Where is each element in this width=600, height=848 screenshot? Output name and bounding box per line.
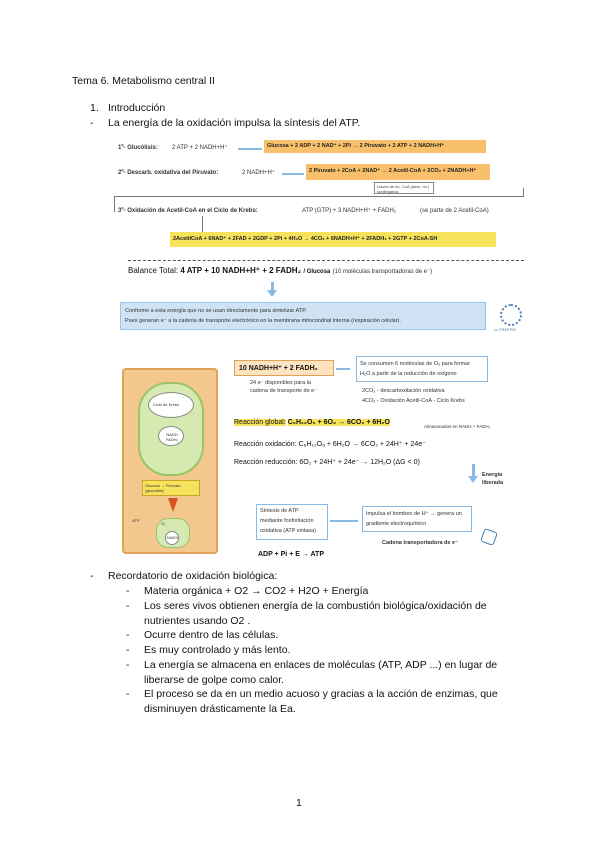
balance-label: Balance Total: xyxy=(128,266,179,275)
cell-o2-label: O₂ xyxy=(161,521,166,526)
reduction-row xyxy=(234,458,420,468)
list-item: Es muy controlado y más lento. xyxy=(144,644,291,656)
oxygen-line2: H₂O a partir de la reducción de oxígeno xyxy=(360,371,457,377)
step2-equation-box xyxy=(306,164,490,180)
energy-note-line2: Pues generan e⁻ a la cadena de transporte electrónico en la membrana mitocondrial interna (respiración celular). xyxy=(125,318,401,324)
energy-note-box xyxy=(120,302,486,330)
section-number: 1. xyxy=(90,102,99,114)
list-item: La energía se almacena en enlaces de moléculas (ATP, ADP ...) en lugar de liberarse de golpe como calor. xyxy=(144,659,498,686)
co2-line1: 2CO₂ - descarboxilación oxidativa xyxy=(362,388,445,394)
yield-box xyxy=(234,360,334,376)
balance-value: 4 ATP + 10 NADH+H⁺ + 2 FADH₂ xyxy=(180,266,302,275)
step2-note-box xyxy=(374,182,434,194)
balance-arrow-head xyxy=(267,290,277,297)
intro-bullet-mark: - xyxy=(90,117,94,129)
global-reaction-label: Reacción global: xyxy=(234,419,286,426)
energy-label1: Energía xyxy=(482,472,503,478)
oxidation-label: Reacción oxidación: xyxy=(234,441,297,448)
balance-arrow-shaft xyxy=(271,282,274,290)
gradient-arrow xyxy=(330,520,358,522)
list-item: Materia orgánica + O2 → CO2 + H2O + Energía xyxy=(144,585,369,597)
dashed-separator xyxy=(128,260,524,261)
yield-arrow xyxy=(336,368,350,370)
cell-krebs-label: Ciclo de Krebs xyxy=(153,402,180,407)
step1-arrow xyxy=(238,148,262,150)
atp-circle-icon xyxy=(165,531,179,545)
list-item-mark: - xyxy=(126,659,130,671)
cell-nadh2-label: NADH xyxy=(167,535,179,540)
global-reaction-row xyxy=(234,418,390,428)
list-item-mark: - xyxy=(126,688,130,700)
yield-box-text: 10 NADH+H⁺ + 2 FADH₂ xyxy=(239,365,318,372)
cell-down-arrow-icon xyxy=(168,498,178,512)
step1-yield: 2 ATP + 2 NADH+H⁺ xyxy=(172,145,228,151)
oxygen-line1: Se consumen 6 moléculas de O₂ para formar xyxy=(360,361,471,367)
section-title: Introducción xyxy=(108,102,166,114)
step3-yield: ATP (GTP) + 3 NADH+H⁺ + FADH₂ xyxy=(302,208,397,214)
cell-atp-label: ATP xyxy=(132,518,140,523)
recordatorio-title: Recordatorio de oxidación biológica: xyxy=(108,570,278,582)
list-item-mark: - xyxy=(126,629,130,641)
figure-mitochondria xyxy=(118,354,518,564)
reduction-label: Reacción reducción: xyxy=(234,459,298,466)
step2-note: Llaves de Ac. CoA (desc. ox.) conlleganos xyxy=(377,184,430,194)
step3-label: 3º- Oxidación de Acetil-CoA en el Ciclo de Krebs: xyxy=(118,208,258,214)
logo-text: cc FREEPIK xyxy=(494,327,517,332)
chain-label: Cadena transportadora de e⁻ xyxy=(382,540,458,546)
list-item-mark: - xyxy=(126,600,130,612)
energy-arrow-shaft xyxy=(472,464,475,476)
side-note: Almacenados en NADH + FADH₂ xyxy=(424,424,491,429)
yield-sub2: cadena de transporte de e⁻ xyxy=(250,388,318,394)
list-item-mark: - xyxy=(126,644,130,656)
gradient-line1: Impulsa el bombeo de H⁺ → genera un xyxy=(366,511,462,517)
step3-bracket-left xyxy=(114,196,115,212)
list-item: El proceso se da en un medio acuoso y gracias a la acción de enzimas, que disminuyen drásticamente la Ea. xyxy=(144,688,498,715)
energy-arrow-head xyxy=(468,476,478,483)
step3-bracket-right xyxy=(523,188,524,196)
atp-synthesis-line2: mediante fosforilación xyxy=(260,518,314,524)
oxidation-row xyxy=(234,440,426,450)
energy-label2: liberada xyxy=(482,480,504,486)
enzyme-icon xyxy=(480,528,498,546)
reduction-equation: 6O₂ + 24H⁺ + 24e⁻ → 12H₂O (ΔG < 0) xyxy=(299,459,420,466)
figure-energy-steps xyxy=(110,136,530,336)
glycolysis-box xyxy=(142,480,200,496)
step3-equation-box xyxy=(170,232,496,247)
atp-synthesis-box xyxy=(256,504,328,540)
atp-synthesis-line1: Síntesis de ATP xyxy=(260,508,299,514)
balance-note: / Glucosa xyxy=(303,269,331,275)
intro-bullet-text: La energía de la oxidación impulsa la síntesis del ATP. xyxy=(108,117,361,129)
freepik-logo-icon xyxy=(500,304,522,326)
balance-note2: (10 moléculas transportadoras de e⁻) xyxy=(332,269,433,275)
page-title: Tema 6. Metabolismo central II xyxy=(72,75,215,87)
step1-equation-box xyxy=(264,140,486,153)
step2-label: 2º- Descarb. oxidativa del Piruvato: xyxy=(118,170,219,176)
list-item: Ocurre dentro de las células. xyxy=(144,629,279,641)
step3-bracket-top xyxy=(114,196,524,197)
recordatorio-mark: - xyxy=(90,570,94,582)
yield-sub1: 24 e⁻ disponibles para la xyxy=(250,380,311,386)
co2-line2: 4CO₂ - Oxidación Acetil-CoA - Ciclo Krebs xyxy=(362,398,465,404)
nadh-circle-icon xyxy=(158,426,184,446)
gradient-line2: gradiente electroquímico xyxy=(366,521,427,527)
step2-yield: 2 NADH+H⁺ xyxy=(242,170,276,176)
cell-glycolysis-label: Glucosa → Piruvato (glucólisis) xyxy=(145,483,181,493)
step2-equation: 2 Piruvato + 2CoA + 2NAD⁺ → 2 Acetil-CoA + 2CO₂ + 2NADH+H⁺ xyxy=(309,168,477,174)
global-reaction-equation: C₆H₁₂O₆ + 6O₂ → 6CO₂ + 6H₂O xyxy=(287,419,390,426)
step3-note: (se parte de 2 Acetil-CoA) xyxy=(420,208,489,214)
oxygen-consumption-box xyxy=(356,356,488,382)
cell-nadh-label: NADH FADH₂ xyxy=(165,432,179,442)
lower-mitochondrion xyxy=(156,518,190,548)
step2-arrow xyxy=(282,173,304,175)
oxidation-equation: C₆H₁₂O₆ + 6H₂O → 6CO₂ + 24H⁺ + 24e⁻ xyxy=(298,441,426,448)
energy-note-line1: Conforme a esta energía que no se usan directamente para sintetizar ATP. xyxy=(125,308,307,314)
page-number: 1 xyxy=(296,797,302,809)
step1-equation: Glucosa + 2 ADP + 2 NAD⁺ + 2Pi → 2 Piruvato + 2 ATP + 2 NADH+H⁺ xyxy=(267,143,445,149)
krebs-cycle-icon xyxy=(148,392,194,418)
list-item-mark: - xyxy=(126,585,130,597)
gradient-box xyxy=(362,506,472,532)
step1-label: 1º- Glucólisis: xyxy=(118,145,158,151)
list-item: Los seres vivos obtienen energía de la combustión biológica/oxidación de nutrientes usando O2 . xyxy=(144,600,487,627)
atp-synthesis-line3: oxidativa (ATP sintasa) xyxy=(260,528,317,534)
cell-illustration xyxy=(122,368,218,554)
step3-equation: 2AcetilCoA + 6NAD⁺ + 2FAD + 2GDP + 2Pi + 4H₂O → 4CO₂ + 6NADH+H⁺ + 2FADH₂ + 2GTP + 2CoA-SH xyxy=(173,236,438,242)
atp-equation: ADP + Pi + E → ATP xyxy=(258,551,325,558)
balance-row xyxy=(128,266,432,277)
